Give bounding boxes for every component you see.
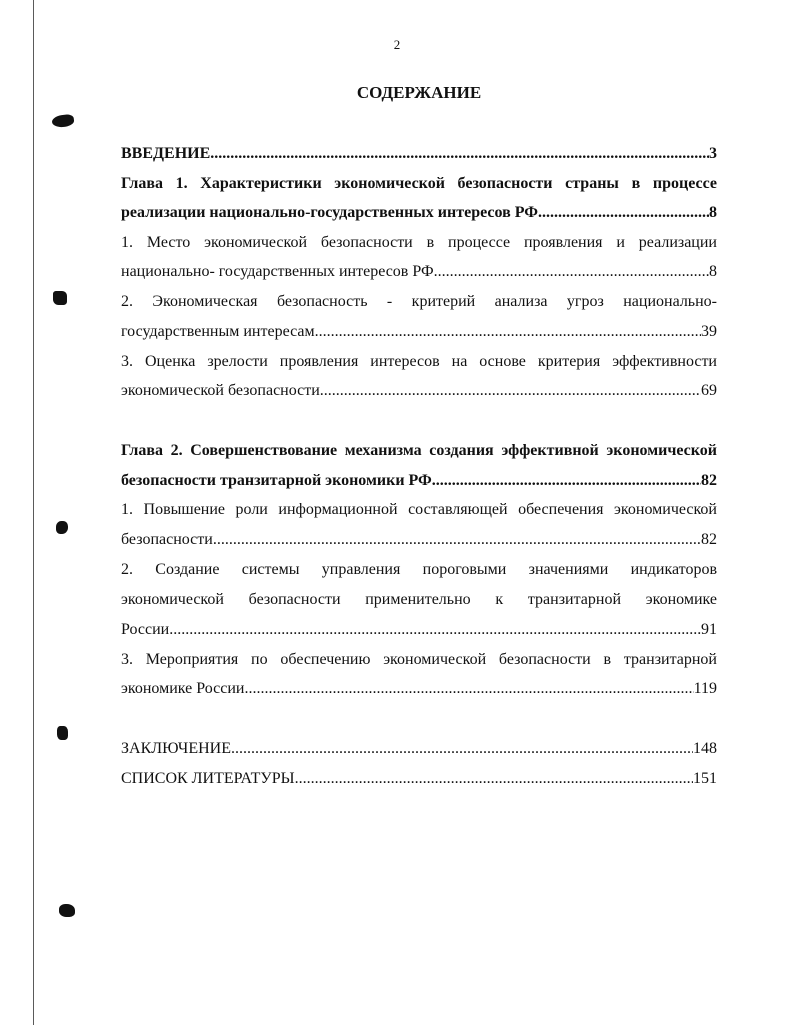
page-title: СОДЕРЖАНИЕ xyxy=(356,83,482,102)
toc-section-2-3: 3. Мероприятия по обеспечению экономической безопасности в транзитарной xyxy=(121,651,717,668)
toc-entry-label: реализации национально-государственных интересов РФ xyxy=(121,204,538,221)
toc-page-number: 151 xyxy=(693,770,717,787)
toc-chapter-2-heading: Глава 2. Совершенствование механизма создания эффективной экономической xyxy=(121,442,717,459)
scan-hole-mark xyxy=(56,521,68,534)
toc-page-number: 82 xyxy=(701,472,717,489)
toc-page-number: 148 xyxy=(693,740,717,757)
dot-leader xyxy=(169,618,701,642)
toc-section-1-3-cont xyxy=(121,379,717,403)
toc-entry-introduction xyxy=(121,142,717,166)
toc-page-number: 3 xyxy=(709,145,717,162)
toc-chapter-2-heading-cont xyxy=(121,469,717,493)
toc-chapter-1-heading-cont xyxy=(121,201,717,225)
toc-section-2-3-cont xyxy=(121,677,717,701)
dot-leader xyxy=(320,379,701,403)
toc-page-number: 8 xyxy=(709,263,717,280)
toc-entry-label: экономике России xyxy=(121,680,245,697)
toc-page-number: 91 xyxy=(701,621,717,638)
toc-page-number: 39 xyxy=(701,323,717,340)
toc-section-2-2-cont: экономической безопасности применительно к транзитарной экономике xyxy=(121,591,717,608)
scan-hole-mark xyxy=(53,291,67,305)
scan-hole-mark xyxy=(51,114,74,129)
toc-section-1-2-cont xyxy=(121,320,717,344)
toc-page-number: 69 xyxy=(701,382,717,399)
toc-entry-label: национально- государственных интересов РФ xyxy=(121,263,434,280)
toc-page-number: 8 xyxy=(709,204,717,221)
toc-entry-label: государственным интересам xyxy=(121,323,315,340)
dot-leader xyxy=(434,260,709,284)
toc-section-1-2: 2. Экономическая безопасность - критерий анализа угроз национально- xyxy=(121,293,717,310)
toc-entry-conclusion xyxy=(121,737,717,761)
dot-leader xyxy=(538,201,709,225)
toc-entry-label: безопасности транзитарной экономики РФ xyxy=(121,472,432,489)
dot-leader xyxy=(213,528,701,552)
toc-section-2-2-cont-2 xyxy=(121,618,717,642)
toc-section-1-1: 1. Место экономической безопасности в процессе проявления и реализации xyxy=(121,234,717,251)
dot-leader xyxy=(244,677,693,701)
scan-binding-line xyxy=(33,0,34,1025)
page-number: 2 xyxy=(393,37,401,52)
toc-section-2-1-cont xyxy=(121,528,717,552)
toc-chapter-1-heading: Глава 1. Характеристики экономической безопасности страны в процессе xyxy=(121,175,717,192)
toc-entry-label: СПИСОК ЛИТЕРАТУРЫ xyxy=(121,770,295,787)
scan-hole-mark xyxy=(57,726,68,740)
toc-entry-label: России xyxy=(121,621,170,638)
toc-entry-label: безопасности xyxy=(121,531,213,548)
toc-entry-references xyxy=(121,767,717,791)
toc-entry-label: ЗАКЛЮЧЕНИЕ xyxy=(121,740,231,757)
dot-leader xyxy=(231,737,693,761)
dot-leader xyxy=(210,142,709,166)
dot-leader xyxy=(432,469,701,493)
toc-entry-label: экономической безопасности xyxy=(121,382,320,399)
toc-page-number: 82 xyxy=(701,531,717,548)
dot-leader xyxy=(315,320,701,344)
toc-section-2-2: 2. Создание системы управления пороговыми значениями индикаторов xyxy=(121,561,717,578)
toc-entry-label: ВВЕДЕНИЕ xyxy=(121,145,211,162)
dot-leader xyxy=(295,767,693,791)
toc-section-1-1-cont xyxy=(121,260,717,284)
scan-hole-mark xyxy=(59,904,75,917)
toc-section-1-3: 3. Оценка зрелости проявления интересов на основе критерия эффективности xyxy=(121,353,717,370)
toc-page-number: 119 xyxy=(693,680,717,697)
toc-section-2-1: 1. Повышение роли информационной составляющей обеспечения экономической xyxy=(121,501,717,518)
